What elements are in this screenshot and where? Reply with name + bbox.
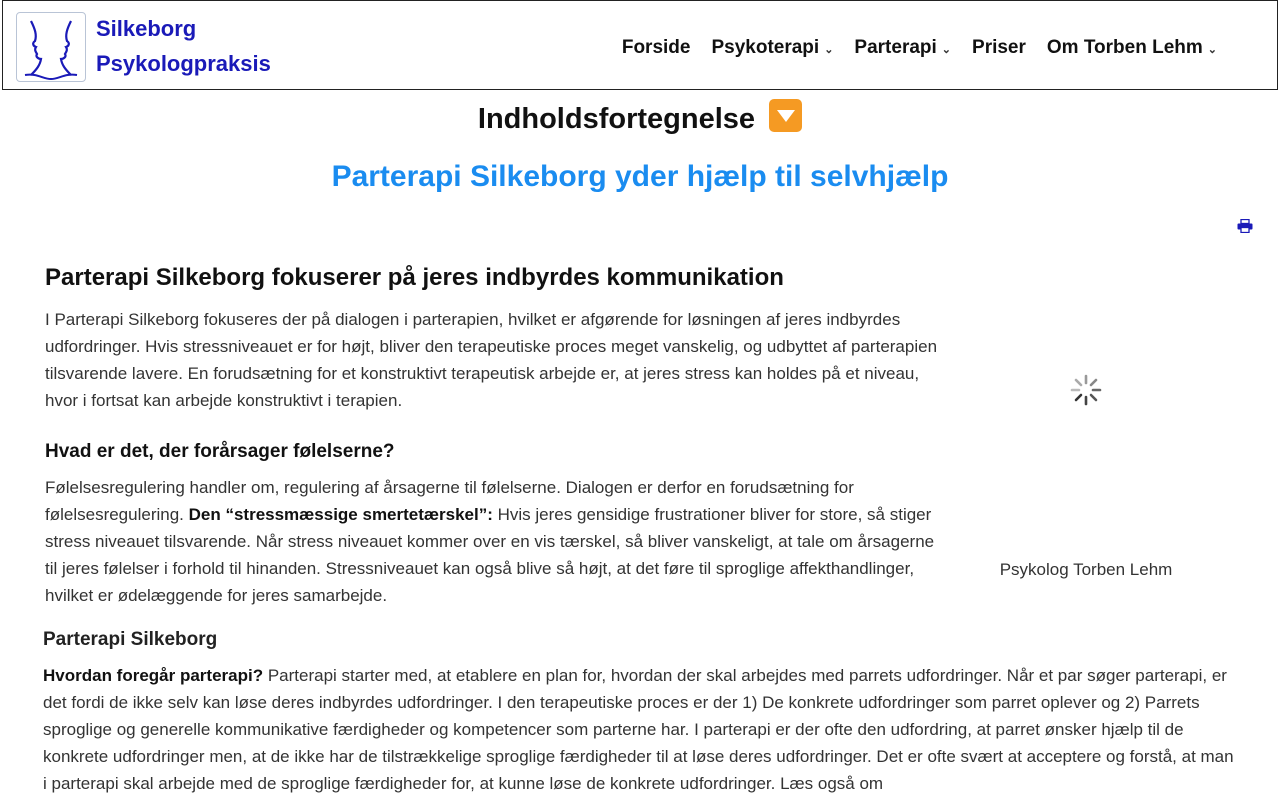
toc-label: Indholdsfortegnelse [477,103,756,135]
paragraph-bold-text: Den “stressmæssige smertetærskel”: [188,505,493,524]
image-caption: Psykolog Torben Lehm [999,560,1173,579]
chevron-down-icon: ⌄ [941,44,952,56]
nav-item-parterapi[interactable] [854,37,951,59]
paragraph-text: Hvis jeres gensidige frustrationer bliver for store, så stiger stress niveauet tilsvarende. Når stress niveauet kommer over en vis tærskel, så bliver vanskeligt, at tale om årsagerne til jeres følelser i forhold til hinanden. Stressniveauet kan også blive så højt, at det føre til sproglige affekthandlinger, hvilket er ødelæggende for jeres samarbejde. [45,505,935,605]
paragraph-text: Parterapi starter med, at etablere en plan for, hvordan der skal arbejdes med parrets udfordringer. Når et par søger parterapi, er det fordi de ikke selv kan løse deres indbyrdes udfordringer. I den terapeutiske proces er der 1) De konkrete udfordringer som parret oplever og 2) Parrets sproglige og generelle kommunikative færdigheder og kompetencer som parterne har. I parterapi er der ofte den udfordring, at parret ønsker hjælp til de konkrete udfordringer men, at de ikke har de tilstrækkelige sproglige færdigheder til at løse deres udfordringer. Det er ofte svært at acceptere og forstå, at man i parterapi skal arbejde med de sproglige færdigheder for, at kunne løse de konkrete udfordringer. Læs også om [43,666,1234,793]
site-logo[interactable] [16,12,86,82]
nav-item-om-torben-lehm[interactable] [1047,37,1217,59]
nav-item-psykoterapi[interactable] [711,37,833,59]
paragraph [45,474,940,609]
print-icon[interactable] [1237,219,1253,233]
paragraph: I Parterapi Silkeborg fokuseres der på dialogen i parterapien, hvilket er afgørende for løsningen af jeres indbyrdes udfordringer. Hvis stressniveauet er for højt, bliver den terapeutiske proces meget vanskelig, og udbyttet af parterapien tilsvarende lavere. En forudsætning for et konstruktivt terapeutisk arbejde er, at jeres stress kan holdes på et niveau, hvor i fortsat kan arbejde konstruktivt i terapien. [45,310,938,410]
subsection-heading: Hvad er det, der forårsager følelserne? [45,441,395,462]
paragraph-bold-text: Hvordan foregår parterapi? [43,666,264,685]
paragraph-text: Følelsesregulering handler om, regulering af årsagerne til følelserne. Dialogen er derfor en forudsætning for følelsesregulering. [45,478,854,524]
table-of-contents-toggle[interactable] [0,99,1280,136]
loading-spinner-icon [1070,374,1102,406]
chevron-down-icon: ⌄ [1207,44,1217,56]
subsection-heading: Parterapi Silkeborg [43,629,218,650]
nav-item-label: Parterapi [854,37,937,58]
site-title-line2: Psykologpraksis [96,51,271,76]
site-title-line1: Silkeborg [96,16,197,41]
down-arrow-icon [769,99,802,132]
page-title: Parterapi Silkeborg yder hjælp til selvhjælp [331,160,949,193]
nav-item-label: Forside [621,37,691,58]
nav-item-label: Psykoterapi [711,37,820,58]
section-heading: Parterapi Silkeborg fokuserer på jeres indbyrdes kommunikation [45,264,784,291]
nav-item-label: Priser [972,37,1026,58]
chevron-down-icon: ⌄ [824,44,834,56]
site-header [2,0,1278,90]
site-title-link[interactable] [96,11,271,81]
nav-item-forside[interactable] [622,37,691,59]
nav-item-priser[interactable] [972,37,1026,59]
paragraph [43,662,1238,797]
main-nav [601,37,1217,59]
nav-item-label: Om Torben Lehm [1046,37,1203,58]
faces-logo-icon [17,13,85,81]
